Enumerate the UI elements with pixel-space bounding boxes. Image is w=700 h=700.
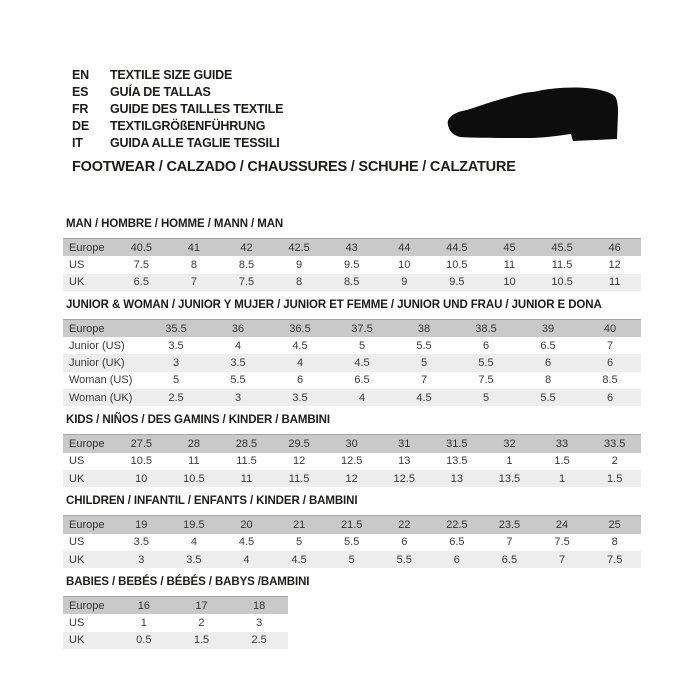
section-title-man: MAN / HOMBRE / HOMME / MANN / MAN	[66, 218, 284, 230]
size-cell: 3.5	[145, 337, 207, 354]
language-row	[72, 100, 283, 117]
size-cell: 6	[579, 389, 641, 406]
size-cell: 4	[207, 337, 269, 354]
row-label: Europe	[63, 435, 115, 453]
size-cell: 44	[378, 239, 431, 257]
size-cell: 31	[378, 435, 431, 453]
size-cell: 39	[517, 319, 579, 337]
size-cell: 7.5	[115, 256, 168, 273]
size-cell: 33.5	[588, 435, 641, 453]
size-cell: 12.5	[325, 453, 378, 470]
size-cell: 10.5	[115, 453, 168, 470]
size-cell: 11	[588, 274, 641, 291]
size-cell: 1	[483, 453, 536, 470]
size-cell: 45.5	[536, 239, 589, 257]
size-cell: 4.5	[393, 389, 455, 406]
language-label: GUIDE DES TAILLES TEXTILE	[110, 102, 284, 116]
size-cell: 41	[168, 239, 221, 257]
size-cell: 4	[269, 354, 331, 371]
row-label: US	[63, 453, 115, 470]
size-cell: 22.5	[431, 516, 484, 534]
table-row-junior-us	[63, 337, 641, 354]
size-cell: 40	[579, 319, 641, 337]
size-cell: 5	[331, 337, 393, 354]
size-cell: 13	[431, 470, 484, 487]
size-cell: 25	[588, 516, 641, 534]
size-cell: 6.5	[431, 534, 484, 551]
size-cell: 38.5	[455, 319, 517, 337]
size-cell: 10	[378, 256, 431, 273]
size-cell: 2.5	[230, 632, 288, 649]
size-cell: 12	[273, 453, 326, 470]
size-cell: 9	[273, 256, 326, 273]
size-cell: 6	[455, 337, 517, 354]
size-cell: 4	[220, 551, 273, 568]
language-row	[72, 134, 283, 151]
size-cell: 7	[168, 274, 221, 291]
size-cell: 8.5	[220, 256, 273, 273]
table-row-uk	[63, 551, 641, 568]
table-row-europe	[63, 435, 641, 453]
size-cell: 6	[579, 354, 641, 371]
row-label: Europe	[63, 516, 115, 534]
row-label: Woman (UK)	[63, 389, 145, 406]
table-row-woman-us	[63, 372, 641, 389]
section-title-children: CHILDREN / INFANTIL / ENFANTS / KINDER / BAMBINI	[66, 495, 358, 508]
size-cell: 31.5	[431, 435, 484, 453]
size-cell: 11	[483, 256, 536, 273]
size-cell: 24	[536, 516, 589, 534]
size-cell: 8	[273, 274, 326, 291]
row-label: Junior (UK)	[63, 354, 145, 371]
size-cell: 5	[273, 534, 326, 551]
size-cell: 6	[269, 372, 331, 389]
size-cell: 6.5	[483, 551, 536, 568]
size-cell: 36.5	[269, 319, 331, 337]
size-cell: 30	[325, 435, 378, 453]
row-label: Woman (US)	[63, 372, 145, 389]
size-cell: 42.5	[273, 239, 326, 257]
size-cell: 42	[220, 239, 273, 257]
category-title: FOOTWEAR / CALZADO / CHAUSSURES / SCHUHE / CALZATURE	[72, 159, 516, 175]
section-man	[63, 218, 641, 291]
size-cell: 2	[588, 453, 641, 470]
size-cell: 5	[325, 551, 378, 568]
size-cell: 7	[579, 337, 641, 354]
size-cell: 6	[517, 354, 579, 371]
language-label: GUIDA ALLE TAGLIE TESSILI	[110, 136, 280, 150]
size-cell: 7	[536, 551, 589, 568]
size-cell: 11	[168, 453, 221, 470]
size-cell: 44.5	[431, 239, 484, 257]
size-cell: 8	[517, 372, 579, 389]
table-row-europe	[63, 319, 641, 337]
size-cell: 1.5	[588, 470, 641, 487]
table-row-us	[63, 534, 641, 551]
language-code: ES	[72, 85, 89, 99]
section-children	[63, 495, 641, 568]
size-cell: 3.5	[269, 389, 331, 406]
table-row-europe	[63, 516, 641, 534]
row-label: Europe	[63, 239, 115, 257]
size-cell: 28	[168, 435, 221, 453]
size-cell: 12	[325, 470, 378, 487]
size-cell: 4.5	[331, 354, 393, 371]
size-cell: 5.5	[325, 534, 378, 551]
language-row	[72, 83, 283, 100]
language-row	[72, 66, 283, 83]
size-cell: 11.5	[220, 453, 273, 470]
size-cell: 12	[588, 256, 641, 273]
size-cell: 18	[230, 597, 288, 615]
size-cell: 5.5	[378, 551, 431, 568]
size-table-junior-woman	[63, 319, 641, 406]
size-cell: 11.5	[273, 470, 326, 487]
size-cell: 20	[220, 516, 273, 534]
size-cell: 10.5	[431, 256, 484, 273]
size-cell: 4	[331, 389, 393, 406]
table-row-junior-uk	[63, 354, 641, 371]
size-cell: 8.5	[325, 274, 378, 291]
size-cell: 3	[230, 614, 288, 631]
table-row-uk	[63, 632, 288, 649]
size-cell: 8.5	[579, 372, 641, 389]
size-cell: 1.5	[173, 632, 231, 649]
size-cell: 5.5	[517, 389, 579, 406]
size-cell: 1.5	[536, 453, 589, 470]
size-cell: 11.5	[536, 256, 589, 273]
row-label: UK	[63, 551, 115, 568]
row-label: UK	[63, 274, 115, 291]
size-cell: 1	[115, 614, 173, 631]
size-cell: 8	[168, 256, 221, 273]
size-cell: 12.5	[378, 470, 431, 487]
size-cell: 4.5	[220, 534, 273, 551]
table-row-europe	[63, 597, 288, 615]
size-cell: 13.5	[431, 453, 484, 470]
row-label: UK	[63, 632, 115, 649]
size-cell: 45	[483, 239, 536, 257]
size-cell: 3.5	[207, 354, 269, 371]
size-table-children	[63, 515, 641, 568]
language-label: GUÍA DE TALLAS	[110, 85, 211, 99]
size-cell: 10	[115, 470, 168, 487]
size-cell: 7.5	[536, 534, 589, 551]
size-cell: 13	[378, 453, 431, 470]
size-cell: 3	[207, 389, 269, 406]
size-cell: 0.5	[115, 632, 173, 649]
size-cell: 36	[207, 319, 269, 337]
size-cell: 3.5	[115, 534, 168, 551]
size-cell: 7.5	[455, 372, 517, 389]
size-cell: 11	[220, 470, 273, 487]
sections	[63, 218, 641, 649]
section-title-babies: BABIES / BEBÉS / BÉBÉS / BABYS /BAMBINI	[66, 576, 310, 589]
size-cell: 6	[378, 534, 431, 551]
size-cell: 5.5	[393, 337, 455, 354]
size-table-kids	[63, 434, 641, 487]
size-table-babies	[63, 596, 288, 649]
table-row-us	[63, 256, 641, 273]
language-code: IT	[72, 136, 83, 150]
size-cell: 7	[393, 372, 455, 389]
size-cell: 19	[115, 516, 168, 534]
size-cell: 5.5	[455, 354, 517, 371]
size-cell: 6	[431, 551, 484, 568]
size-cell: 10	[483, 274, 536, 291]
size-cell: 33	[536, 435, 589, 453]
language-label: TEXTILGRÖßENFÜHRUNG	[110, 119, 266, 133]
row-label: Europe	[63, 319, 145, 337]
size-cell: 23.5	[483, 516, 536, 534]
size-cell: 32	[483, 435, 536, 453]
row-label: Junior (US)	[63, 337, 145, 354]
size-cell: 37.5	[331, 319, 393, 337]
size-cell: 8	[588, 534, 641, 551]
size-cell: 29.5	[273, 435, 326, 453]
size-cell: 35.5	[145, 319, 207, 337]
row-label: Europe	[63, 597, 115, 615]
table-row-us	[63, 614, 288, 631]
language-code: FR	[72, 102, 89, 116]
row-label: US	[63, 256, 115, 273]
size-cell: 7	[483, 534, 536, 551]
row-label: UK	[63, 470, 115, 487]
size-cell: 4.5	[273, 551, 326, 568]
size-cell: 16	[115, 597, 173, 615]
table-row-uk	[63, 274, 641, 291]
size-cell: 43	[325, 239, 378, 257]
size-cell: 5	[145, 372, 207, 389]
size-cell: 40.5	[115, 239, 168, 257]
language-code: EN	[72, 68, 89, 82]
row-label: US	[63, 534, 115, 551]
size-cell: 22	[378, 516, 431, 534]
section-junior-woman	[63, 299, 641, 406]
size-cell: 9.5	[325, 256, 378, 273]
row-label: US	[63, 614, 115, 631]
language-code: DE	[72, 119, 89, 133]
size-cell: 4.5	[269, 337, 331, 354]
size-cell: 9.5	[431, 274, 484, 291]
table-row-woman-uk	[63, 389, 641, 406]
section-title-junior-woman: JUNIOR & WOMAN / JUNIOR Y MUJER / JUNIOR ET FEMME / JUNIOR UND FRAU / JUNIOR E DONA	[66, 298, 602, 311]
size-cell: 3	[115, 551, 168, 568]
table-row-us	[63, 453, 641, 470]
language-list	[72, 66, 283, 151]
size-cell: 9	[378, 274, 431, 291]
size-cell: 10.5	[536, 274, 589, 291]
size-cell: 7.5	[220, 274, 273, 291]
size-cell: 27.5	[115, 435, 168, 453]
size-cell: 17	[173, 597, 231, 615]
table-row-uk	[63, 470, 641, 487]
size-cell: 2.5	[145, 389, 207, 406]
section-title-kids: KIDS / NIÑOS / DES GAMINS / KINDER / BAMBINI	[66, 414, 330, 427]
size-cell: 4	[168, 534, 221, 551]
size-cell: 46	[588, 239, 641, 257]
size-cell: 5	[393, 354, 455, 371]
size-cell: 2	[173, 614, 231, 631]
size-cell: 3	[145, 354, 207, 371]
size-cell: 6.5	[115, 274, 168, 291]
section-kids	[63, 414, 641, 487]
size-cell: 13.5	[483, 470, 536, 487]
size-cell: 5.5	[207, 372, 269, 389]
size-cell: 10.5	[168, 470, 221, 487]
size-cell: 19.5	[168, 516, 221, 534]
size-cell: 28.5	[220, 435, 273, 453]
size-cell: 5	[455, 389, 517, 406]
section-babies	[63, 576, 641, 649]
size-cell: 6.5	[517, 337, 579, 354]
size-cell: 7.5	[588, 551, 641, 568]
language-row	[72, 117, 283, 134]
size-cell: 3.5	[168, 551, 221, 568]
size-cell: 1	[536, 470, 589, 487]
size-table-man	[63, 238, 641, 291]
table-row-europe	[63, 239, 641, 257]
size-cell: 6.5	[331, 372, 393, 389]
size-cell: 21	[273, 516, 326, 534]
size-cell: 21.5	[325, 516, 378, 534]
language-label: TEXTILE SIZE GUIDE	[110, 68, 233, 82]
size-cell: 38	[393, 319, 455, 337]
